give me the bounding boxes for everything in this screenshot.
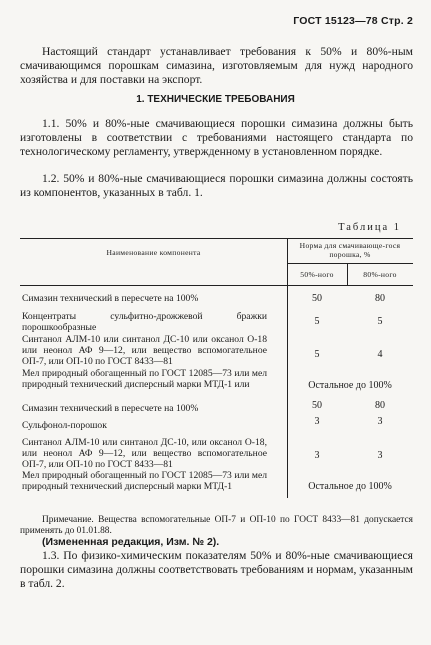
table-subheader-rule	[287, 263, 413, 264]
table-row-name: Мел природный обогащенный по ГОСТ 12085—73 или мел природный технический дисперсный марки МТД-1 или	[22, 368, 267, 390]
table-row-name: Синтанол АЛМ-10 или синтанол ДС-10, или оксанол О-18, или неонол АФ 9—12, или вещество вспомогательное ОП-7, или ОП-10 по ГОСТ 8433—81	[22, 437, 267, 470]
table-caption: Таблица 1	[338, 222, 401, 233]
table-row-value-50: 3	[314, 416, 320, 427]
page-number: Стр. 2	[380, 15, 413, 27]
table-row-name: Мел природный обогащенный по ГОСТ 12085—73 или мел природный технический дисперсный марки МТД-1	[22, 470, 267, 492]
table-row-name: Синтанол АЛМ-10 или синтанол ДС-10 или оксанол О-18 или неонол АФ 9—12, или вещество вспомогательное ОП-7, или ОП-10 по ГОСТ 8433—81	[22, 334, 267, 367]
column-header-50: 50%-ного	[300, 270, 334, 279]
column-header-80: 80%-ного	[363, 270, 397, 279]
table-row-value-80: 4	[377, 349, 383, 360]
table-row-value-80: 3	[377, 416, 383, 427]
table-note: Примечание. Вещества вспомогательные ОП-7 и ОП-10 по ГОСТ 8433—81 допускается применять до 01.01.88.	[20, 515, 413, 536]
table-row-name: Симазин технический в пересчете на 100%	[22, 293, 199, 304]
section-title: 1. ТЕХНИЧЕСКИЕ ТРЕБОВАНИЯ	[136, 94, 295, 105]
table-row-name: Сульфонол-порошок	[22, 420, 107, 431]
paragraph-1-2: 1.2. 50% и 80%-ные смачивающиеся порошки симазина должны состоять из компонентов, указанных в табл. 1.	[20, 172, 413, 200]
page-header	[293, 15, 413, 27]
table-row-merged-value: Остальное до 100%	[308, 380, 392, 391]
table-row-value-50: 50	[312, 293, 322, 304]
standard-number: ГОСТ 15123—78	[293, 15, 378, 27]
table-row-value-80: 80	[375, 400, 385, 411]
column-header-norm: Норма для смачивающе-гося порошка, %	[299, 241, 401, 259]
revision-note: (Измененная редакция, Изм. № 2).	[42, 536, 220, 548]
table-top-rule	[20, 238, 413, 239]
table-row-merged-value: Остальное до 100%	[308, 481, 392, 492]
table-row-value-80: 80	[375, 293, 385, 304]
table-row-value-50: 50	[312, 400, 322, 411]
table-row-name: Симазин технический в пересчете на 100%	[22, 403, 199, 414]
table-header-rule	[20, 285, 413, 286]
table-row-value-80: 3	[377, 450, 383, 461]
table-row-value-50: 5	[314, 349, 320, 360]
intro-paragraph: Настоящий стандарт устанавливает требования к 50% и 80%-ным смачивающимся порошкам симазина, изготовляемым для нужд народного хозяйства и для поставки на экспорт.	[20, 45, 413, 87]
paragraph-1-3: 1.3. По физико-химическим показателям 50% и 80%-ные смачивающиеся порошки симазина должны соответствовать требованиям и нормам, указанным в табл. 2.	[20, 549, 413, 591]
table-row-value-50: 5	[314, 316, 320, 327]
table-row-name: Концентраты сульфитно-дрожжевой бражки порошкообразные	[22, 311, 267, 333]
table-row-value-50: 3	[314, 450, 320, 461]
paragraph-1-1: 1.1. 50% и 80%-ные смачивающиеся порошки симазина должны быть изготовлены в соответствии с требованиями настоящего стандарта по технологическому регламенту, утвержденному в установленном порядке.	[20, 117, 413, 159]
column-header-name: Наименование компонента	[106, 248, 201, 257]
table-row-value-80: 5	[377, 316, 383, 327]
